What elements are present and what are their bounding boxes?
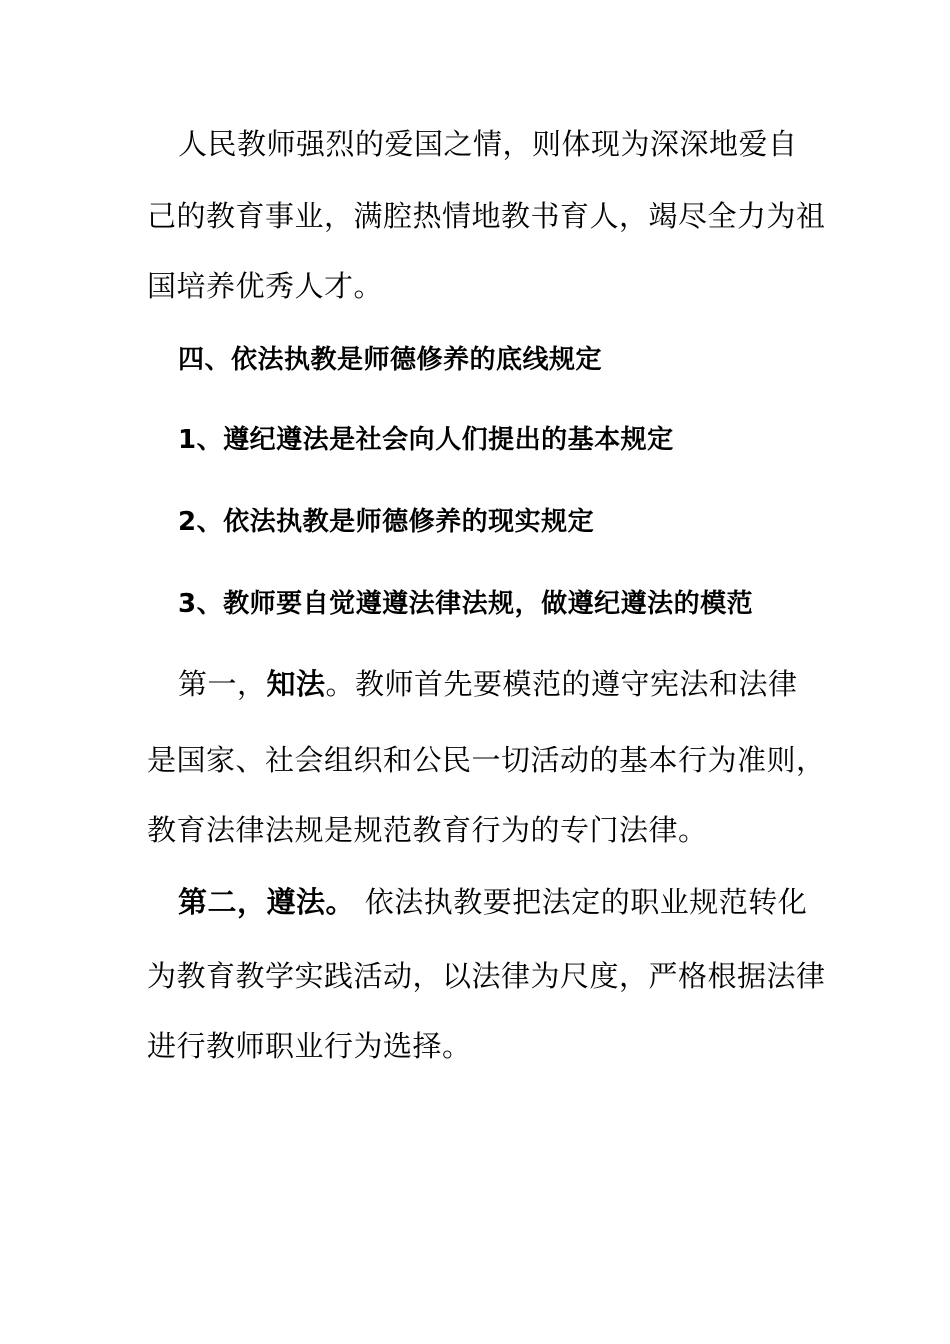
first-prefix: 第一， <box>178 667 267 701</box>
second-keyword: 第二，遵法。 <box>178 885 356 919</box>
second-paragraph-line-2: 为教育教学实践活动，以法律为尺度，严格根据法律 <box>147 959 826 993</box>
section-heading-4: 四、依法执教是师德修养的底线规定 <box>178 345 603 375</box>
first-rest: 。教师首先要模范的遵守宪法和法律 <box>325 667 798 701</box>
first-paragraph-line-3: 教育法律法规是规范教育行为的专门法律。 <box>147 813 708 847</box>
para1-line-2: 己的教育事业，满腔热情地教书育人，竭尽全力为祖 <box>147 199 826 233</box>
subheading-2: 2、依法执教是师德修养的现实规定 <box>178 507 595 537</box>
first-keyword: 知法 <box>266 667 326 701</box>
first-paragraph-line-1 <box>178 664 848 704</box>
first-paragraph-line-2: 是国家、社会组织和公民一切活动的基本行为准则， <box>147 743 826 777</box>
second-rest: 依法执教要把法定的职业规范转化 <box>355 885 808 919</box>
para1-line-3: 国培养优秀人才。 <box>147 269 384 303</box>
second-paragraph-line-1 <box>178 882 848 922</box>
subheading-1: 1、遵纪遵法是社会向人们提出的基本规定 <box>178 425 674 455</box>
para1-line-1: 人民教师强烈的爱国之情，则体现为深深地爱自 <box>178 127 798 161</box>
subheading-3: 3、教师要自觉遵遵法律法规，做遵纪遵法的模范 <box>178 589 754 619</box>
second-paragraph-line-3: 进行教师职业行为选择。 <box>147 1029 472 1063</box>
